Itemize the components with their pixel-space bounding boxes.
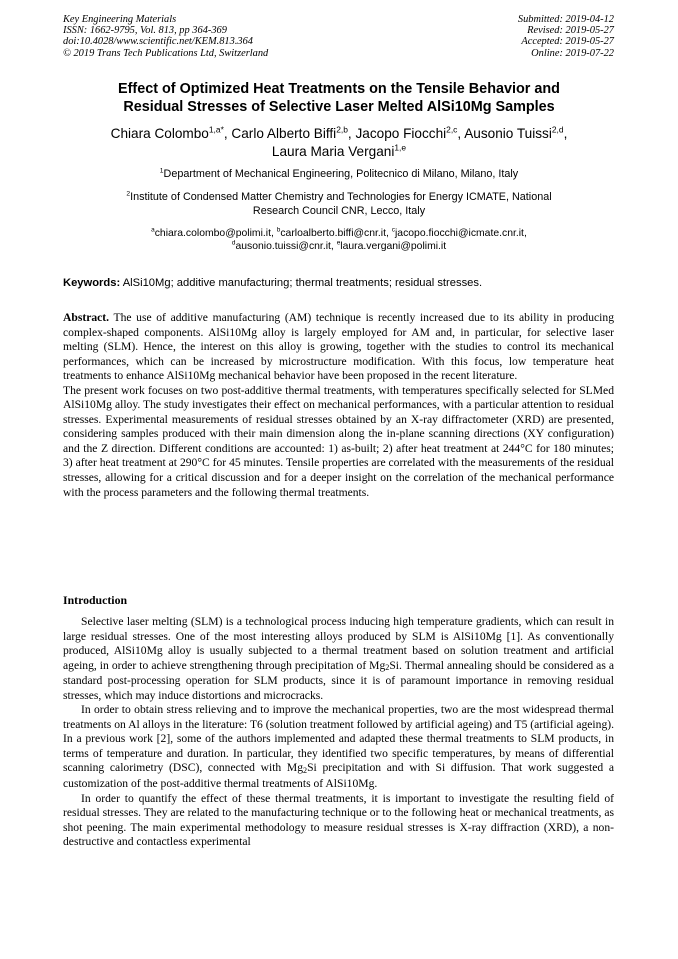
email-mark: c: [391, 226, 395, 234]
affiliation-text: Institute of Condensed Matter Chemistry and Technologies for Energy ICMATE, National: [130, 191, 552, 203]
affiliation-text: Department of Mechanical Engineering, Politecnico di Milano, Milano, Italy: [163, 168, 519, 180]
author-name: Ausonio Tuissi: [464, 126, 552, 141]
abstract-paragraph-2: The present work focuses on two post-additive thermal treatments, with temperatures specifically selected for SLMed AlSi10Mg alloy. The study investigates their effect on mechanical performances, with a particular attention to residual stresses. Experimental measurements of residual stresses obtained by an X-ray diffractometer (XRD) are presented, considering samples produced with their main dimension along the in-plane scanning directions (XY configuration) and the Z direction. Different conditions are accounted: 1) as-built; 2) after heat treatment at 244°C for 180 minutes; 3) after heat treatment at 290°C for 45 minutes. Tensile properties are correlated with the measurements of the residual stresses, allowing for a critical discussion and for a deeper insight on the correlation of the mechanical performance with the process parameters and the following thermal treatments.: [63, 383, 614, 499]
author-separator: ,: [347, 126, 356, 141]
email-link[interactable]: carloalberto.biffi@cnr.it: [280, 228, 386, 239]
affiliation-mark: 1: [159, 167, 164, 175]
paper-title: [40, 80, 638, 116]
author-name: Carlo Alberto Biffi: [231, 126, 337, 141]
author-affiliation-mark: 1,e: [394, 142, 407, 153]
title-line-1: Effect of Optimized Heat Treatments on the Tensile Behavior and: [118, 81, 560, 97]
affiliation-text: Research Council CNR, Lecco, Italy: [252, 204, 426, 217]
title-line-2: Residual Stresses of Selective Laser Melted AlSi10Mg Samples: [123, 99, 555, 115]
author-affiliation-mark: 2,c: [446, 124, 458, 135]
intro-text: In order to obtain stress relieving and to improve the mechanical properties, two are the most widespread thermal treatments on Al alloys in the literature: T6 (solution treatment followed by artificial ageing) and T5 (artificial ageing). In a previous work [2], some of the authors implemented and adapted these thermal treatments to SLM products, in terms of temperature and duration. In particular, they identified two specific temperatures, by means of differential scanning calorimetry (DSC), connected with Mg: [63, 703, 614, 775]
email-list: [60, 227, 618, 253]
abstract: [63, 311, 614, 500]
email-link[interactable]: chiara.colombo@polimi.it: [154, 228, 271, 239]
email-link[interactable]: ausonio.tuissi@cnr.it: [235, 241, 331, 252]
abstract-text: The use of additive manufacturing (AM) technique is recently increased due to its ability in producing complex-shaped components. AlSi10Mg alloy is largely employed for AM and, in particular, for selective laser melting (SLM). Hence, the interest on this alloy is growing, together with the studies to control its mechanical performances, which can be increased by microstructure modification. With this focus, low temperature heat treatments to enhance AlSi10Mg mechanical behavior have been proposed in the recent literature.: [63, 311, 614, 383]
journal-name: Key Engineering Materials: [63, 14, 177, 25]
author-separator: ,: [223, 126, 232, 141]
date-info: [414, 14, 614, 59]
author-separator: ,: [563, 126, 568, 141]
intro-paragraph-3: In order to quantify the effect of these thermal treatments, it is important to investigate the resulting field of residual stresses. They are related to the manufacturing technique or to the following heat or mechanical treatments, as shot peening. The main experimental methodology to measure residual stresses is X-ray diffraction (XRD), a non-destructive and contactless experimental: [63, 791, 614, 849]
affiliation-2: [60, 191, 618, 218]
author-name: Jacopo Fiocchi: [355, 126, 447, 141]
intro-text: Selective laser melting (SLM) is a technological process inducing high temperature gradients, which can result in large residual stresses. One of the most interesting alloys produced by SLM is AlSi10Mg [1]. As conventionally produced, AlSi10Mg alloy is usually subjected to a thermal treatment based on solution treatment and artificial ageing, in order to achieve strengthening through precipitation of Mg: [63, 615, 614, 672]
email-mark: d: [231, 239, 236, 247]
email-separator: ,: [523, 228, 527, 239]
abstract-paragraph-1: [63, 311, 614, 384]
online-date: Online: 2019-07-22: [531, 47, 614, 59]
affiliation-mark: 2: [126, 190, 131, 198]
issn: ISSN: 1662-9795, Vol. 813, pp 364-369: [63, 25, 227, 37]
email-mark: e: [336, 239, 341, 247]
email-separator: ,: [386, 228, 392, 239]
author-affiliation-mark: 2,d: [551, 124, 564, 135]
intro-text: Si. Thermal annealing should be considered as a standard post-processing operation for SLM products, since it is of paramount importance in removing residual stresses, which may induce distortions and microcracks.: [63, 658, 614, 702]
subscript: 2: [385, 662, 390, 672]
keywords-text: AlSi10Mg; additive manufacturing; thermal treatments; residual stresses.: [120, 277, 483, 289]
submitted-date: Submitted: 2019-04-12: [517, 14, 614, 25]
revised-date: Revised: 2019-05-27: [527, 25, 614, 37]
author-list: [40, 125, 638, 161]
author-name: Chiara Colombo: [110, 126, 209, 141]
author-separator: ,: [457, 126, 465, 141]
abstract-label: Abstract.: [63, 311, 110, 324]
section-heading-introduction: Introduction: [63, 593, 128, 607]
email-mark: b: [276, 226, 281, 234]
intro-paragraph-1: [63, 615, 614, 703]
keywords: [63, 276, 614, 290]
keywords-label: Keywords:: [63, 277, 121, 289]
intro-paragraph-2: [63, 703, 614, 791]
introduction-body: [63, 615, 614, 850]
email-mark: a: [151, 226, 155, 234]
author-name: Laura Maria Vergani: [271, 144, 395, 159]
email-separator: ,: [330, 241, 337, 252]
publication-info: [63, 14, 363, 59]
author-affiliation-mark: 1,a*: [208, 124, 224, 135]
author-affiliation-mark: 2,b: [336, 124, 348, 135]
doi: doi:10.4028/www.scientific.net/KEM.813.364: [63, 36, 253, 48]
intro-text: Si precipitation and with Si diffusion. That work suggested a customization of the post-additive thermal treatments of AlSi10Mg.: [63, 761, 614, 791]
email-link[interactable]: jacopo.fiocchi@icmate.cnr.it: [395, 228, 524, 239]
subscript: 2: [303, 765, 308, 775]
email-link[interactable]: laura.vergani@polimi.it: [340, 241, 447, 252]
affiliation-1: [60, 168, 618, 182]
copyright: © 2019 Trans Tech Publications Ltd, Switzerland: [63, 47, 269, 59]
accepted-date: Accepted: 2019-05-27: [521, 36, 614, 48]
email-separator: ,: [270, 228, 277, 239]
